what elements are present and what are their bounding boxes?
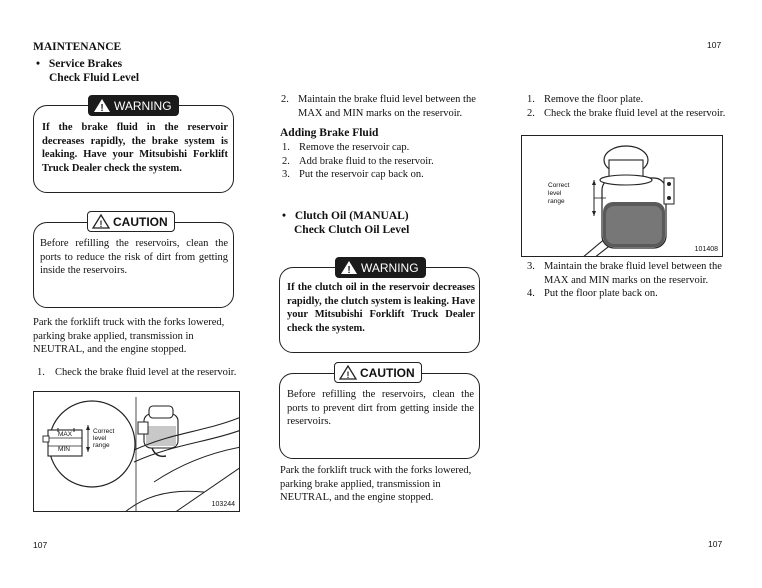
caution-label-middle: [334, 362, 422, 383]
section-title: MAINTENANCE: [33, 41, 122, 53]
heading-line1: Clutch Oil (MANUAL): [294, 210, 409, 222]
park-text-left: Park the forklift truck with the forks lowered, parking brake applied, transmission in NEUTRAL, and the engine stopped.: [33, 317, 225, 355]
list-item: [527, 260, 732, 287]
right-steps-top: [527, 93, 737, 120]
caution-text-left: Before refilling the reservoirs, clean the ports to reduce the risk of dirt from getting inside the reservoirs.: [40, 238, 228, 276]
list-item: [527, 287, 732, 301]
fig-code-right: 101408: [694, 245, 718, 253]
step1-left: [37, 366, 241, 380]
caution-triangle-icon: [92, 214, 110, 229]
brake-reservoir-figure-right: [521, 135, 723, 257]
list-item: [282, 141, 482, 155]
fig-correct-label: Correct: [548, 182, 570, 189]
clutch-oil-heading: [282, 209, 409, 237]
step-text: Put the reservoir cap back on.: [299, 169, 424, 180]
fig-min-label: MIN: [58, 446, 70, 453]
caution-label-text: CAUTION: [360, 365, 415, 380]
step-number: 4.: [527, 288, 535, 299]
fig-range-label: range: [93, 442, 110, 449]
step-text: Remove the floor plate.: [544, 94, 644, 105]
step-text: Put the floor plate back on.: [544, 288, 658, 299]
caution-text-middle: Before refilling the reservoirs, clean the ports to prevent dirt from getting inside the reservoirs.: [287, 389, 474, 427]
step-number: 1.: [527, 94, 535, 105]
heading-line2: Check Clutch Oil Level: [294, 224, 410, 236]
step-number: 2.: [281, 94, 289, 105]
warning-text-left: If the brake fluid in the reservoir decreases rapidly, the brake system is leaking. Have your Mitsubishi Forklift Truck Dealer check the system.: [42, 122, 228, 174]
svg-text:!: !: [100, 103, 104, 113]
warning-box-middle: [279, 267, 480, 353]
step-text: Remove the reservoir cap.: [299, 142, 410, 153]
step-number: 1.: [282, 142, 290, 153]
adding-brake-fluid-title: Adding Brake Fluid: [280, 127, 379, 139]
warning-label-left: [88, 95, 179, 116]
svg-text:!: !: [347, 265, 351, 275]
bullet-icon: •: [36, 58, 41, 70]
warning-triangle-icon: [93, 98, 111, 113]
right-steps-bottom: [527, 260, 732, 301]
brake-reservoir-figure: [33, 391, 240, 512]
step-number: 3.: [527, 261, 535, 272]
step-number: 3.: [282, 169, 290, 180]
heading-line1: Service Brakes: [48, 58, 123, 70]
service-brakes-heading: [36, 57, 139, 85]
caution-box-middle: [279, 373, 480, 459]
caution-label-text: CAUTION: [113, 214, 168, 229]
fig-level-label: level: [93, 435, 107, 442]
warning-label-text: WARNING: [361, 260, 419, 275]
list-item: [282, 168, 482, 182]
fig-level-label: level: [548, 190, 562, 197]
step2-middle: [281, 93, 481, 120]
svg-text:!: !: [346, 370, 350, 380]
warning-label-middle: [335, 257, 426, 278]
warning-label-text: WARNING: [114, 98, 172, 113]
caution-box-left: [33, 222, 234, 308]
fig-range-label: range: [548, 198, 565, 205]
list-item: [527, 93, 737, 107]
step-text: Check the brake fluid level at the reservoir.: [55, 367, 237, 378]
list-item: [282, 155, 482, 169]
warning-triangle-icon: [340, 260, 358, 275]
page-number-bottom-left: 107: [33, 540, 48, 550]
page-number-bottom-right: 107: [708, 539, 723, 549]
fig-max-label: MAX: [629, 192, 645, 203]
warning-text-middle: If the clutch oil in the reservoir decreases rapidly, the clutch system is leaking. Have your Mitsubishi Forklift Truck Dealer check the system.: [287, 282, 475, 334]
step-text: Maintain the brake fluid level between the MAX and MIN marks on the reservoir.: [298, 94, 476, 119]
list-item: [527, 107, 737, 121]
caution-triangle-icon: [339, 365, 357, 380]
caution-label-left: [87, 211, 175, 232]
step-text: Maintain the brake fluid level between the MAX and MIN marks on the reservoir.: [544, 261, 722, 286]
step-text: Add brake fluid to the reservoir.: [299, 155, 434, 167]
adding-steps-list: [282, 141, 482, 182]
step-number: 2.: [527, 107, 535, 119]
page-number-top: 107: [707, 40, 722, 50]
park-text-middle: Park the forklift truck with the forks lowered, parking brake applied, transmission in NEUTRAL, and the engine stopped.: [280, 465, 472, 503]
step-text: Check the brake fluid level at the reservoir.: [544, 107, 726, 119]
fig-correct-label: Correct: [93, 428, 115, 435]
bullet-icon: •: [282, 210, 287, 222]
heading-line2: Check Fluid Level: [49, 72, 140, 84]
step-number: 2.: [282, 155, 290, 167]
fig-max-label: MAX: [58, 431, 73, 438]
warning-box-left: [33, 105, 234, 193]
fig-code-left: 103244: [211, 500, 235, 508]
svg-text:!: !: [99, 219, 103, 229]
step-number: 1.: [37, 367, 45, 378]
